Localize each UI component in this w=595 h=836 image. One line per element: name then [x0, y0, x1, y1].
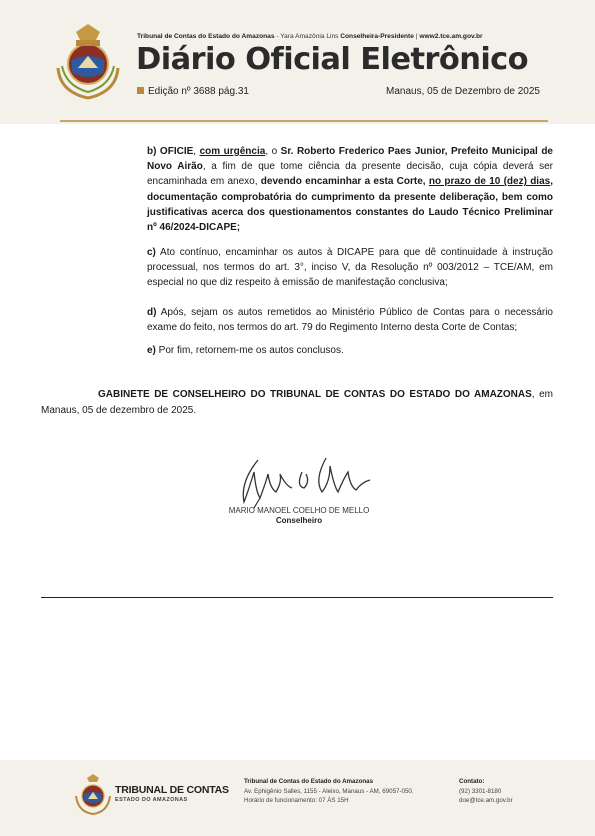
- edition-info: [137, 86, 249, 97]
- header-topline: Tribunal de Contas do Estado do Amazonas - Yara Amazônia Lins Conselheira-Presidente | www2.tce.am.gov.br: [137, 33, 483, 40]
- footer-contact-block: [459, 777, 513, 806]
- footer-tribunal-name: TRIBUNAL DE CONTAS: [115, 784, 229, 796]
- square-bullet-icon: [137, 87, 144, 94]
- footer-phone: (92) 3301-8180: [459, 787, 502, 795]
- page-footer: [0, 760, 595, 836]
- header-website-link[interactable]: www2.tce.am.gov.br: [419, 33, 483, 40]
- header-president-title: Conselheira-Presidente: [340, 33, 414, 40]
- tce-seal-logo-icon: [50, 22, 126, 102]
- footer-email-link[interactable]: doe@tce.am.gov.br: [459, 797, 513, 804]
- footer-contact-title: Contato:: [459, 778, 485, 785]
- footer-state-name: ESTADO DO AMAZONAS: [115, 797, 188, 803]
- content-end-divider: [41, 597, 553, 598]
- signatory-name: MARIO MANOEL COELHO DE MELLO: [228, 506, 370, 515]
- footer-address-title: Tribunal de Contas do Estado do Amazonas: [244, 778, 374, 785]
- header-date: Manaus, 05 de Dezembro de 2025: [386, 86, 540, 97]
- paragraph-e: e) Por fim, retornem-me os autos conclusos.: [147, 345, 344, 356]
- footer-address: Av. Ephigênio Salles, 1155 - Aleixo, Manaus - AM, 69057-050.: [244, 787, 414, 795]
- handwritten-signature-icon: [230, 452, 380, 510]
- tce-seal-logo-icon: [72, 772, 114, 816]
- page-title: Diário Oficial Eletrônico: [136, 42, 529, 77]
- paragraph-d: d) Após, sejam os autos remetidos ao Ministério Público de Contas para o necessário exame do feito, nos termos do art. 79 do Regimento Interno desta Corte de Contas;: [147, 307, 553, 334]
- signatory-role: Conselheiro: [275, 516, 323, 525]
- header-divider: [60, 120, 548, 122]
- footer-hours: Horário de funcionamento: 07 ÀS 15H: [244, 797, 349, 804]
- closing-paragraph: GABINETE DE CONSELHEIRO DO TRIBUNAL DE CONTAS DO ESTADO DO AMAZONAS, em Manaus, 05 de dezembro de 2025.: [41, 389, 553, 416]
- header-org-name: Tribunal de Contas do Estado do Amazonas: [137, 33, 275, 40]
- paragraph-c: c) Ato contínuo, encaminhar os autos à DICAPE para que dê continuidade à instrução processual, nos termos do art. 3°, inciso V, da Resolução nº 003/2012 – TCE/AM, em especial no que diz respeito à emissão de manifestação conclusiva;: [147, 247, 553, 289]
- paragraph-b: b) OFICIE, com urgência, o Sr. Roberto Frederico Paes Junior, Prefeito Municipal de Novo Airão, a fim de que tome ciência da presente decisão, cuja cópia deverá ser encaminhada em anexo, devendo encaminhar a esta Corte, no prazo de 10 (dez) dias, documentação comprobatória do cumprimento da presente deliberação, bem como justificativas acerca dos questionamentos constantes do Laudo Técnico Preliminar nº 46/2024-DICAPE;: [147, 146, 554, 234]
- footer-address-block: [244, 777, 414, 806]
- edition-label: Edição nº 3688 pág.31: [148, 86, 249, 97]
- header-president: Yara Amazônia Lins: [280, 33, 339, 40]
- page-header: [0, 0, 595, 124]
